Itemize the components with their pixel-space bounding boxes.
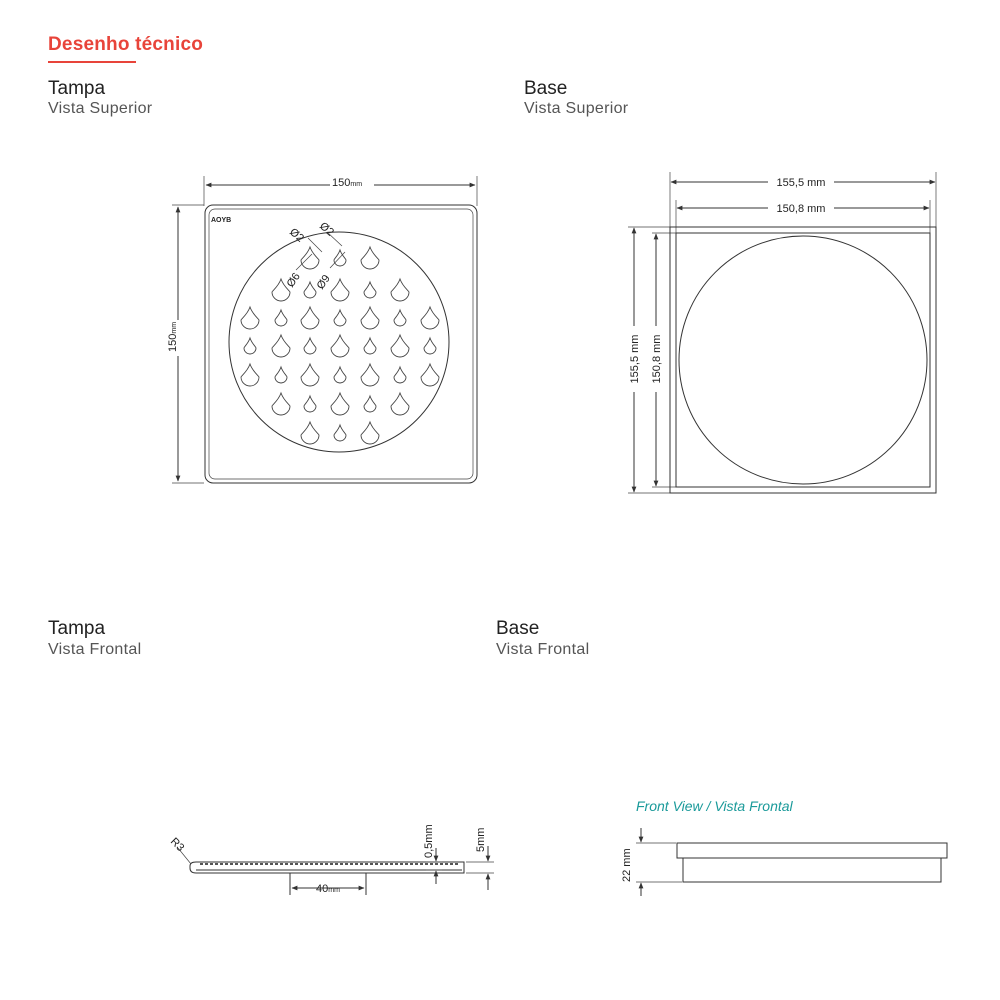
hole-dim-label: Ø9 bbox=[314, 272, 333, 292]
drop-hole bbox=[304, 396, 316, 412]
hole-dim-label: Ø2 bbox=[317, 220, 337, 239]
drop-holes bbox=[241, 247, 439, 444]
base-flange bbox=[677, 843, 947, 858]
drop-hole bbox=[364, 396, 376, 412]
tampa-top-view bbox=[167, 176, 477, 483]
outer-height-label: 155,5 mm bbox=[629, 334, 641, 384]
base-front-view bbox=[621, 798, 947, 896]
tab-width-label: 40mm bbox=[316, 883, 340, 895]
grille-circle bbox=[229, 232, 449, 452]
tampa-front-subtitle: Vista Frontal bbox=[48, 641, 142, 658]
drop-hole bbox=[272, 335, 290, 357]
drop-hole bbox=[331, 393, 349, 415]
base-inner-frame bbox=[676, 233, 930, 487]
drop-hole bbox=[421, 364, 439, 386]
front-view-caption: Front View / Vista Frontal bbox=[636, 798, 793, 814]
thickness-label: 0,5mm bbox=[423, 824, 435, 858]
drop-hole bbox=[334, 425, 346, 441]
tampa-front-view bbox=[168, 824, 494, 895]
drop-hole bbox=[275, 310, 287, 326]
drop-hole bbox=[301, 364, 319, 386]
drop-hole bbox=[391, 335, 409, 357]
base-top-subtitle: Vista Superior bbox=[524, 100, 629, 117]
tampa-top-subtitle: Vista Superior bbox=[48, 100, 153, 117]
drop-hole bbox=[301, 247, 319, 269]
drop-hole bbox=[334, 310, 346, 326]
drop-hole bbox=[334, 367, 346, 383]
brand-logo: AOYB bbox=[211, 217, 232, 224]
base-front-subtitle: Vista Frontal bbox=[496, 641, 590, 658]
base-opening-circle bbox=[679, 236, 927, 484]
base-outer-frame bbox=[670, 227, 936, 493]
drop-hole bbox=[361, 364, 379, 386]
drop-hole bbox=[394, 367, 406, 383]
width-label: 150mm bbox=[332, 177, 363, 189]
drop-hole bbox=[304, 338, 316, 354]
outer-width-label: 155,5 mm bbox=[776, 177, 826, 189]
base-height-label: 22 mm bbox=[621, 848, 633, 882]
drop-hole bbox=[391, 279, 409, 301]
drop-hole bbox=[301, 422, 319, 444]
radius-label: R3 bbox=[167, 835, 187, 855]
inner-height-label: 150,8 mm bbox=[651, 334, 663, 384]
hole-dim-label: Ø2 bbox=[287, 226, 307, 245]
drop-hole bbox=[361, 247, 379, 269]
drop-hole bbox=[244, 338, 256, 354]
drop-hole bbox=[331, 335, 349, 357]
drop-hole bbox=[241, 307, 259, 329]
drop-hole bbox=[241, 364, 259, 386]
base-top-title: Base bbox=[524, 78, 568, 99]
drop-hole bbox=[301, 307, 319, 329]
base-body bbox=[683, 858, 941, 882]
base-top-view bbox=[626, 172, 936, 493]
drop-hole bbox=[331, 279, 349, 301]
drop-hole bbox=[391, 393, 409, 415]
drop-hole bbox=[424, 338, 436, 354]
drop-hole bbox=[394, 310, 406, 326]
hole-dim-label: Ø6 bbox=[284, 270, 303, 290]
leader-line bbox=[308, 238, 322, 252]
base-front-title: Base bbox=[496, 618, 540, 639]
page-title: Desenho técnico bbox=[48, 34, 204, 55]
tampa-front-title: Tampa bbox=[48, 618, 106, 639]
drop-hole bbox=[364, 282, 376, 298]
drop-hole bbox=[272, 393, 290, 415]
drop-hole bbox=[421, 307, 439, 329]
drop-hole bbox=[364, 338, 376, 354]
drop-hole bbox=[275, 367, 287, 383]
drop-hole bbox=[361, 307, 379, 329]
tampa-top-title: Tampa bbox=[48, 78, 106, 99]
inner-width-label: 150,8 mm bbox=[776, 203, 826, 215]
drop-hole bbox=[361, 422, 379, 444]
height-label: 5mm bbox=[475, 827, 487, 852]
height-label: 150mm bbox=[167, 321, 179, 352]
